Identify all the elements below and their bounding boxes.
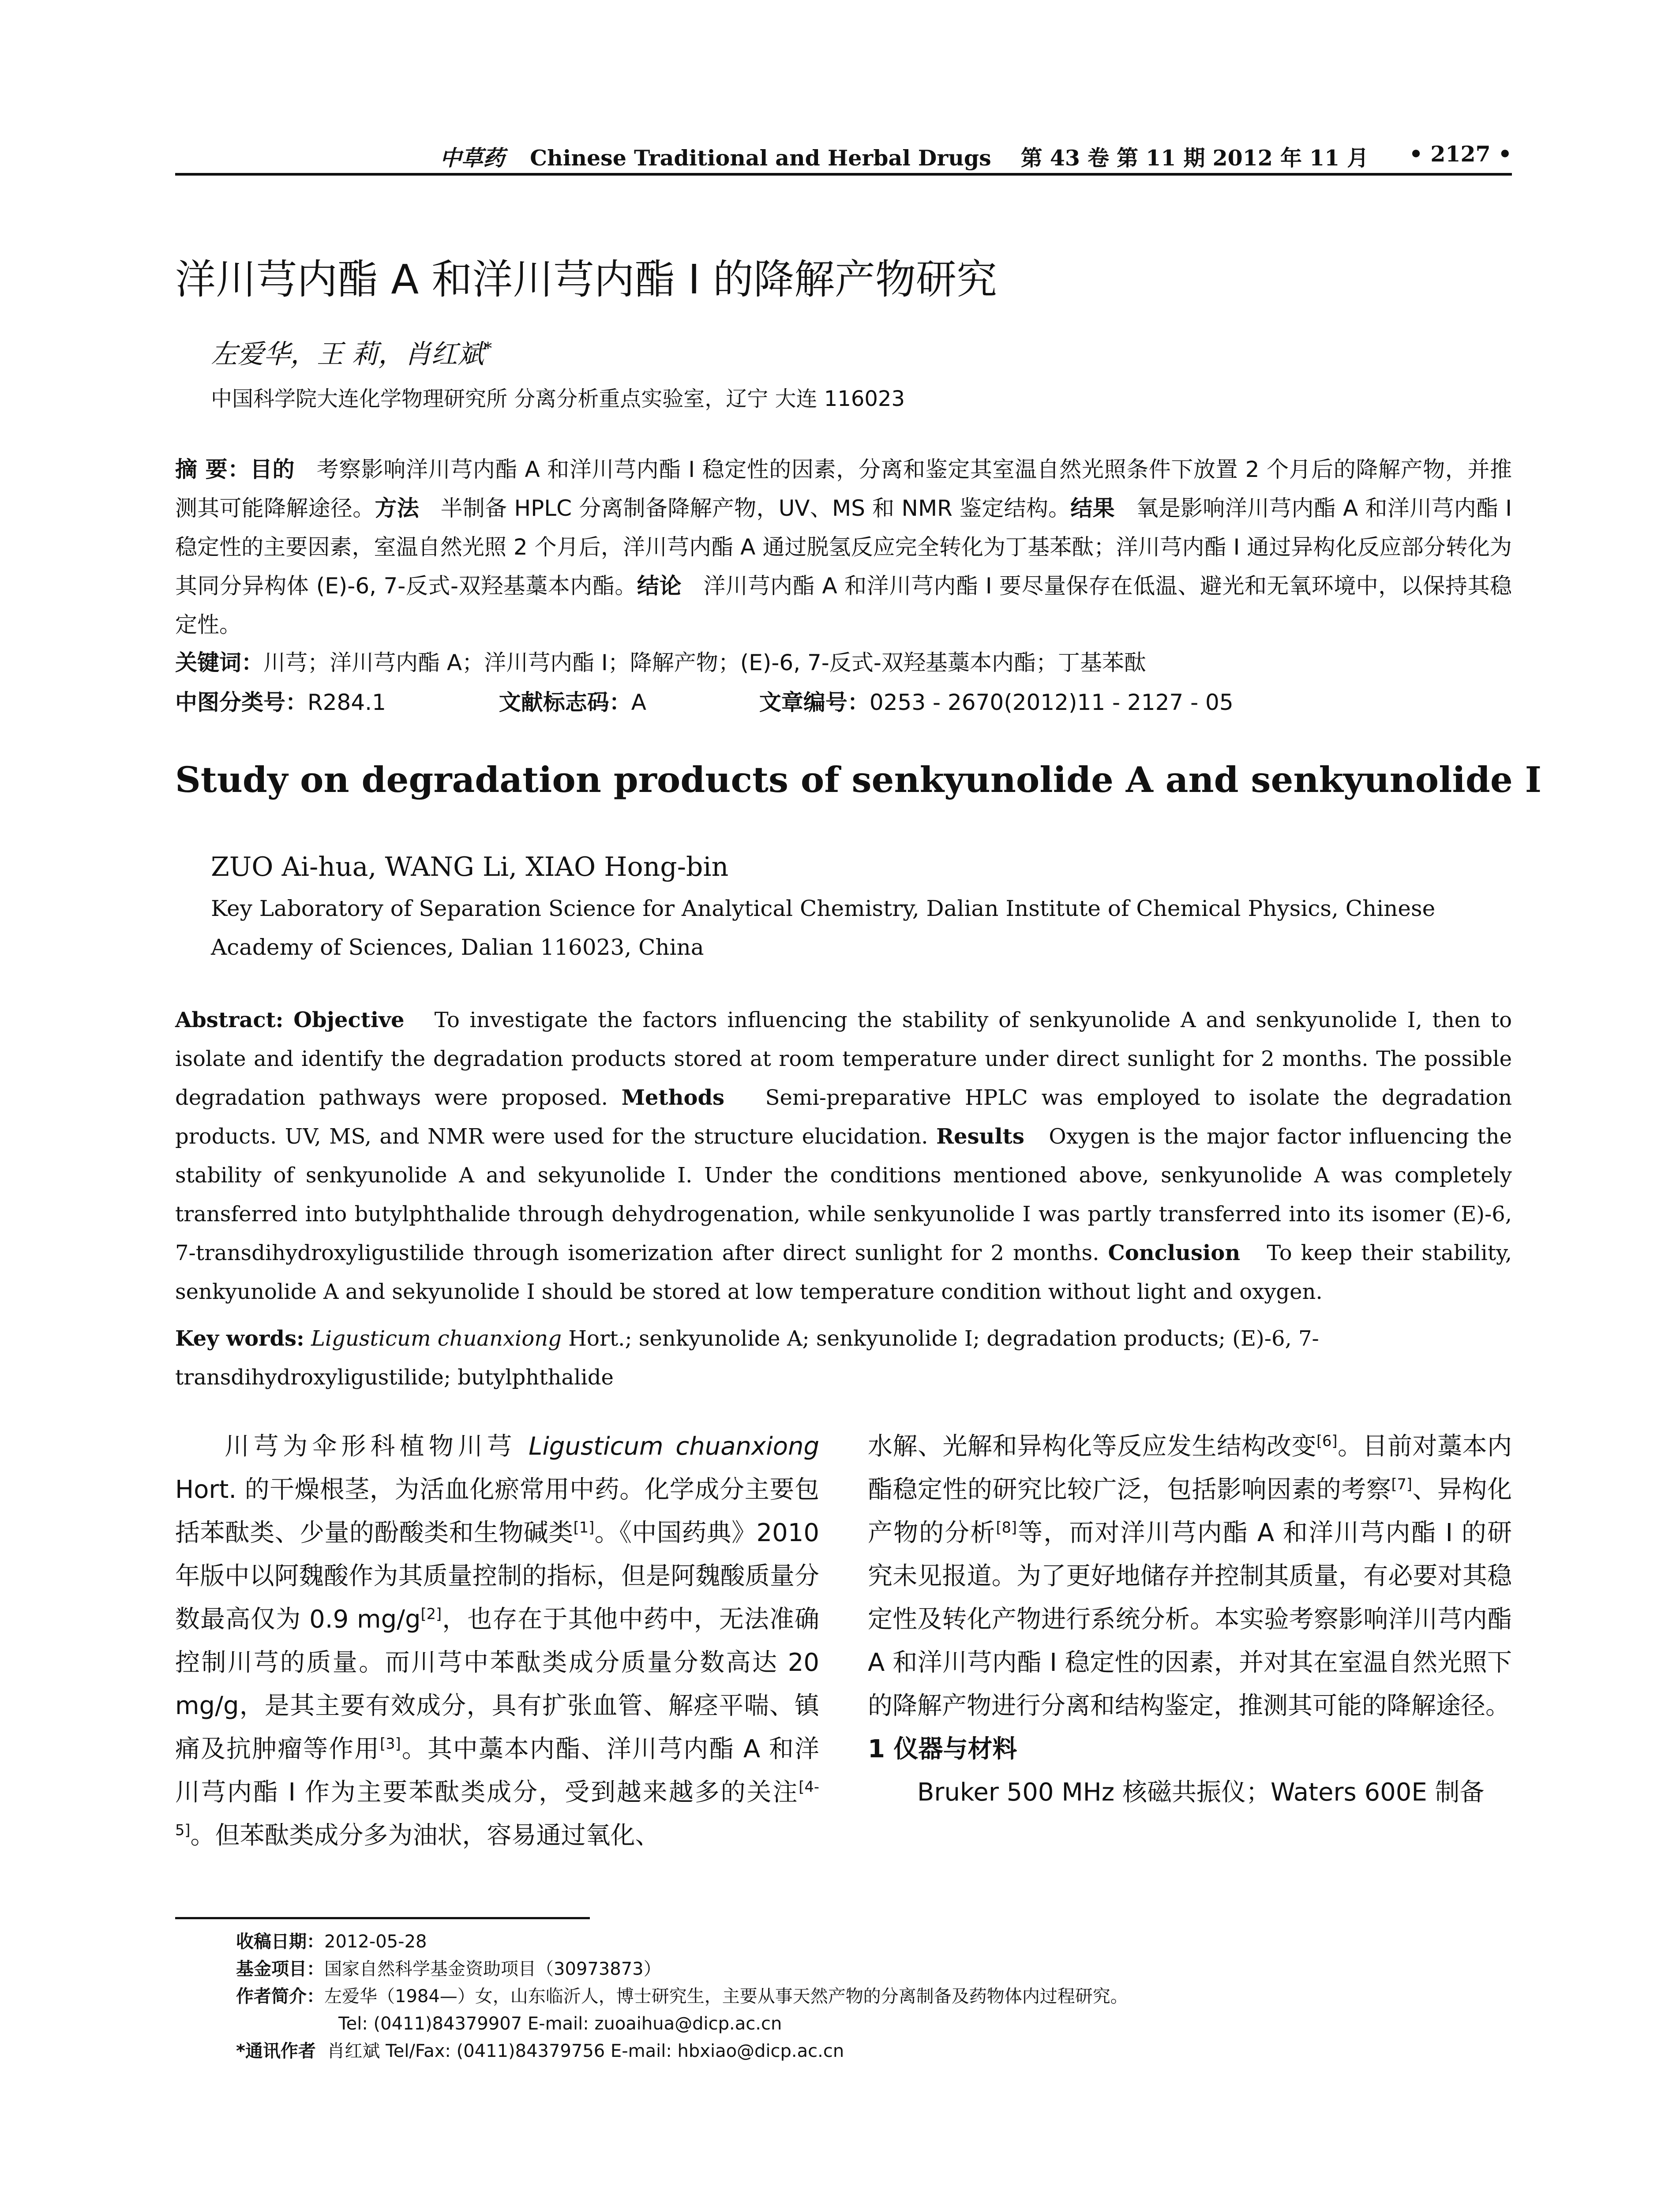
body-column-left bbox=[175, 1425, 819, 1857]
abstract-cn: 摘 要：目的 考察影响洋川芎内酯 A 和洋川芎内酯 I 稳定性的因素，分离和鉴定其室温自然光照条件下放置 2 个月后的降解产物，并推测其可能降解途径。方法 半制备 HPLC 分离制备降解产物，UV、MS 和 NMR 鉴定结构。结果 氧是影响洋川芎内酯 A 和洋川芎内酯 I 稳定性的主要因素，室温自然光照 2 个月后，洋川芎内酯 A 通过脱氢反应完全转化为丁基苯酞；洋川芎内酯 I 通过异构化反应部分转化为其同分异构体 (E)-6, 7-反式-双羟基藁本内酯。结论 洋川芎内酯 A 和洋川芎内酯 I 要尽量保存在低温、避光和无氧环境中，以保持其稳定性。 bbox=[175, 457, 1512, 638]
page-number: • 2127 • bbox=[1409, 141, 1512, 167]
journal-name bbox=[440, 141, 1369, 172]
affiliation-en: Key Laboratory of Separation Science for Analytical Chemistry, Dalian Institute of Chemical Physics, Chinese Academy of Sciences, Dalian 116023, China bbox=[211, 896, 1436, 960]
keywords-cn: 关键词：川芎；洋川芎内酯 A；洋川芎内酯 I；降解产物；(E)-6, 7-反式-双羟基藁本内酯；丁基苯酞 bbox=[175, 650, 1146, 675]
authors-cn: 左爱华，王 莉，肖红斌* bbox=[211, 339, 492, 370]
affiliation-cn: 中国科学院大连化学物理研究所 分离分析重点实验室，辽宁 大连 116023 bbox=[211, 386, 905, 411]
journal-logo: 中草药 bbox=[440, 145, 505, 171]
abstract-en: Abstract: Objective To investigate the factors influencing the stability of senkyunolide A and senkyunolide I, then to isolate and identify the degradation products stored at room temperature under direct sunlight for 2 months. The possible degradation pathways were proposed. Methods Semi-preparative HPLC was employed to isolate the degradation products. UV, MS, and NMR were used for the structure elucidation. Results Oxygen is the major factor influencing the stability of senkyunolide A and sekyunolide I. Under the conditions mentioned above, senkyunolide A was completely transferred into butylphthalide through dehydrogenation, while senkyunolide I was partly transferred into its isomer (E)-6, 7-transdihydroxyligustilide through isomerization after direct sunlight for 2 months. Conclusion To keep their stability, senkyunolide A and sekyunolide I should be stored at low temperature condition without light and oxygen. bbox=[175, 1008, 1512, 1304]
journal-title: Chinese Traditional and Herbal Drugs bbox=[530, 145, 991, 171]
body-column-right bbox=[868, 1425, 1512, 1814]
paper-title-cn: 洋川芎内酯 A 和洋川芎内酯 I 的降解产物研究 bbox=[175, 256, 998, 303]
footnote-rule bbox=[175, 1917, 590, 1919]
issue-info: 第 43 卷 第 11 期 2012 年 11 月 bbox=[1020, 145, 1369, 171]
paper-title-en: Study on degradation products of senkyunolide A and senkyunolide I bbox=[175, 759, 1541, 800]
body-paragraph: 水解、光解和异构化等反应发生结构改变[6]。目前对藁本内酯稳定性的研究比较广泛，包括影响因素的考察[7]、异构化产物的分析[8]等，而对洋川芎内酯 A 和洋川芎内酯 I 的研究未见报道。为了更好地储存并控制其质量，有必要对其稳定性及转化产物进行系统分析。本实验考察影响洋川芎内酯 A 和洋川芎内酯 I 稳定性的因素，并对其在室温自然光照下的降解产物进行分离和结构鉴定，推测其可能的降解途径。 bbox=[868, 1432, 1512, 1720]
header-rule bbox=[175, 173, 1512, 176]
body-paragraph: Bruker 500 MHz 核磁共振仪；Waters 600E 制备 bbox=[917, 1778, 1485, 1807]
keywords-en: Key words: Ligusticum chuanxiong Hort.; senkyunolide A; senkyunolide I; degradation products; (E)-6, 7-transdihydroxyligustilide; butylphthalide bbox=[175, 1326, 1319, 1390]
section-heading: 1 仪器与材料 bbox=[868, 1735, 1017, 1763]
body-paragraph: 川芎为伞形科植物川芎 Ligusticum chuanxiong Hort. 的干燥根茎，为活血化瘀常用中药。化学成分主要包括苯酞类、少量的酚酸类和生物碱类[1]。《中国药典》2010 年版中以阿魏酸作为其质量控制的指标，但是阿魏酸质量分数最高仅为 0.9 mg/g[2]，也存在于其他中药中，无法准确控制川芎的质量。而川芎中苯酞类成分质量分数高达 20 mg/g，是其主要有效成分，具有扩张血管、解痉平喘、镇痛及抗肿瘤等作用[3]。其中藁本内酯、洋川芎内酯 A 和洋川芎内酯 I 作为主要苯酞类成分，受到越来越多的关注[4-5]。但苯酞类成分多为油状，容易通过氧化、 bbox=[175, 1432, 820, 1850]
footnotes: 收稿日期：2012-05-28 基金项目：国家自然科学基金资助项目（30973873） 作者简介：左爱华（1984—）女，山东临沂人，博士研究生，主要从事天然产物的分离制备及药物体内过程研究。 Tel: (0411)84379907 E-mail: zuoaihua@dicp.ac.cn *通讯作者 肖红斌 Tel/Fax: (0411)84379756 E-mail: hbxiao@dicp.ac.cn bbox=[236, 1932, 1128, 2061]
classification-line: 中图分类号：R284.1 文献标志码：A 文章编号：0253 - 2670(2012)11 - 2127 - 05 bbox=[175, 690, 1234, 715]
authors-en: ZUO Ai-hua, WANG Li, XIAO Hong-bin bbox=[211, 852, 729, 882]
